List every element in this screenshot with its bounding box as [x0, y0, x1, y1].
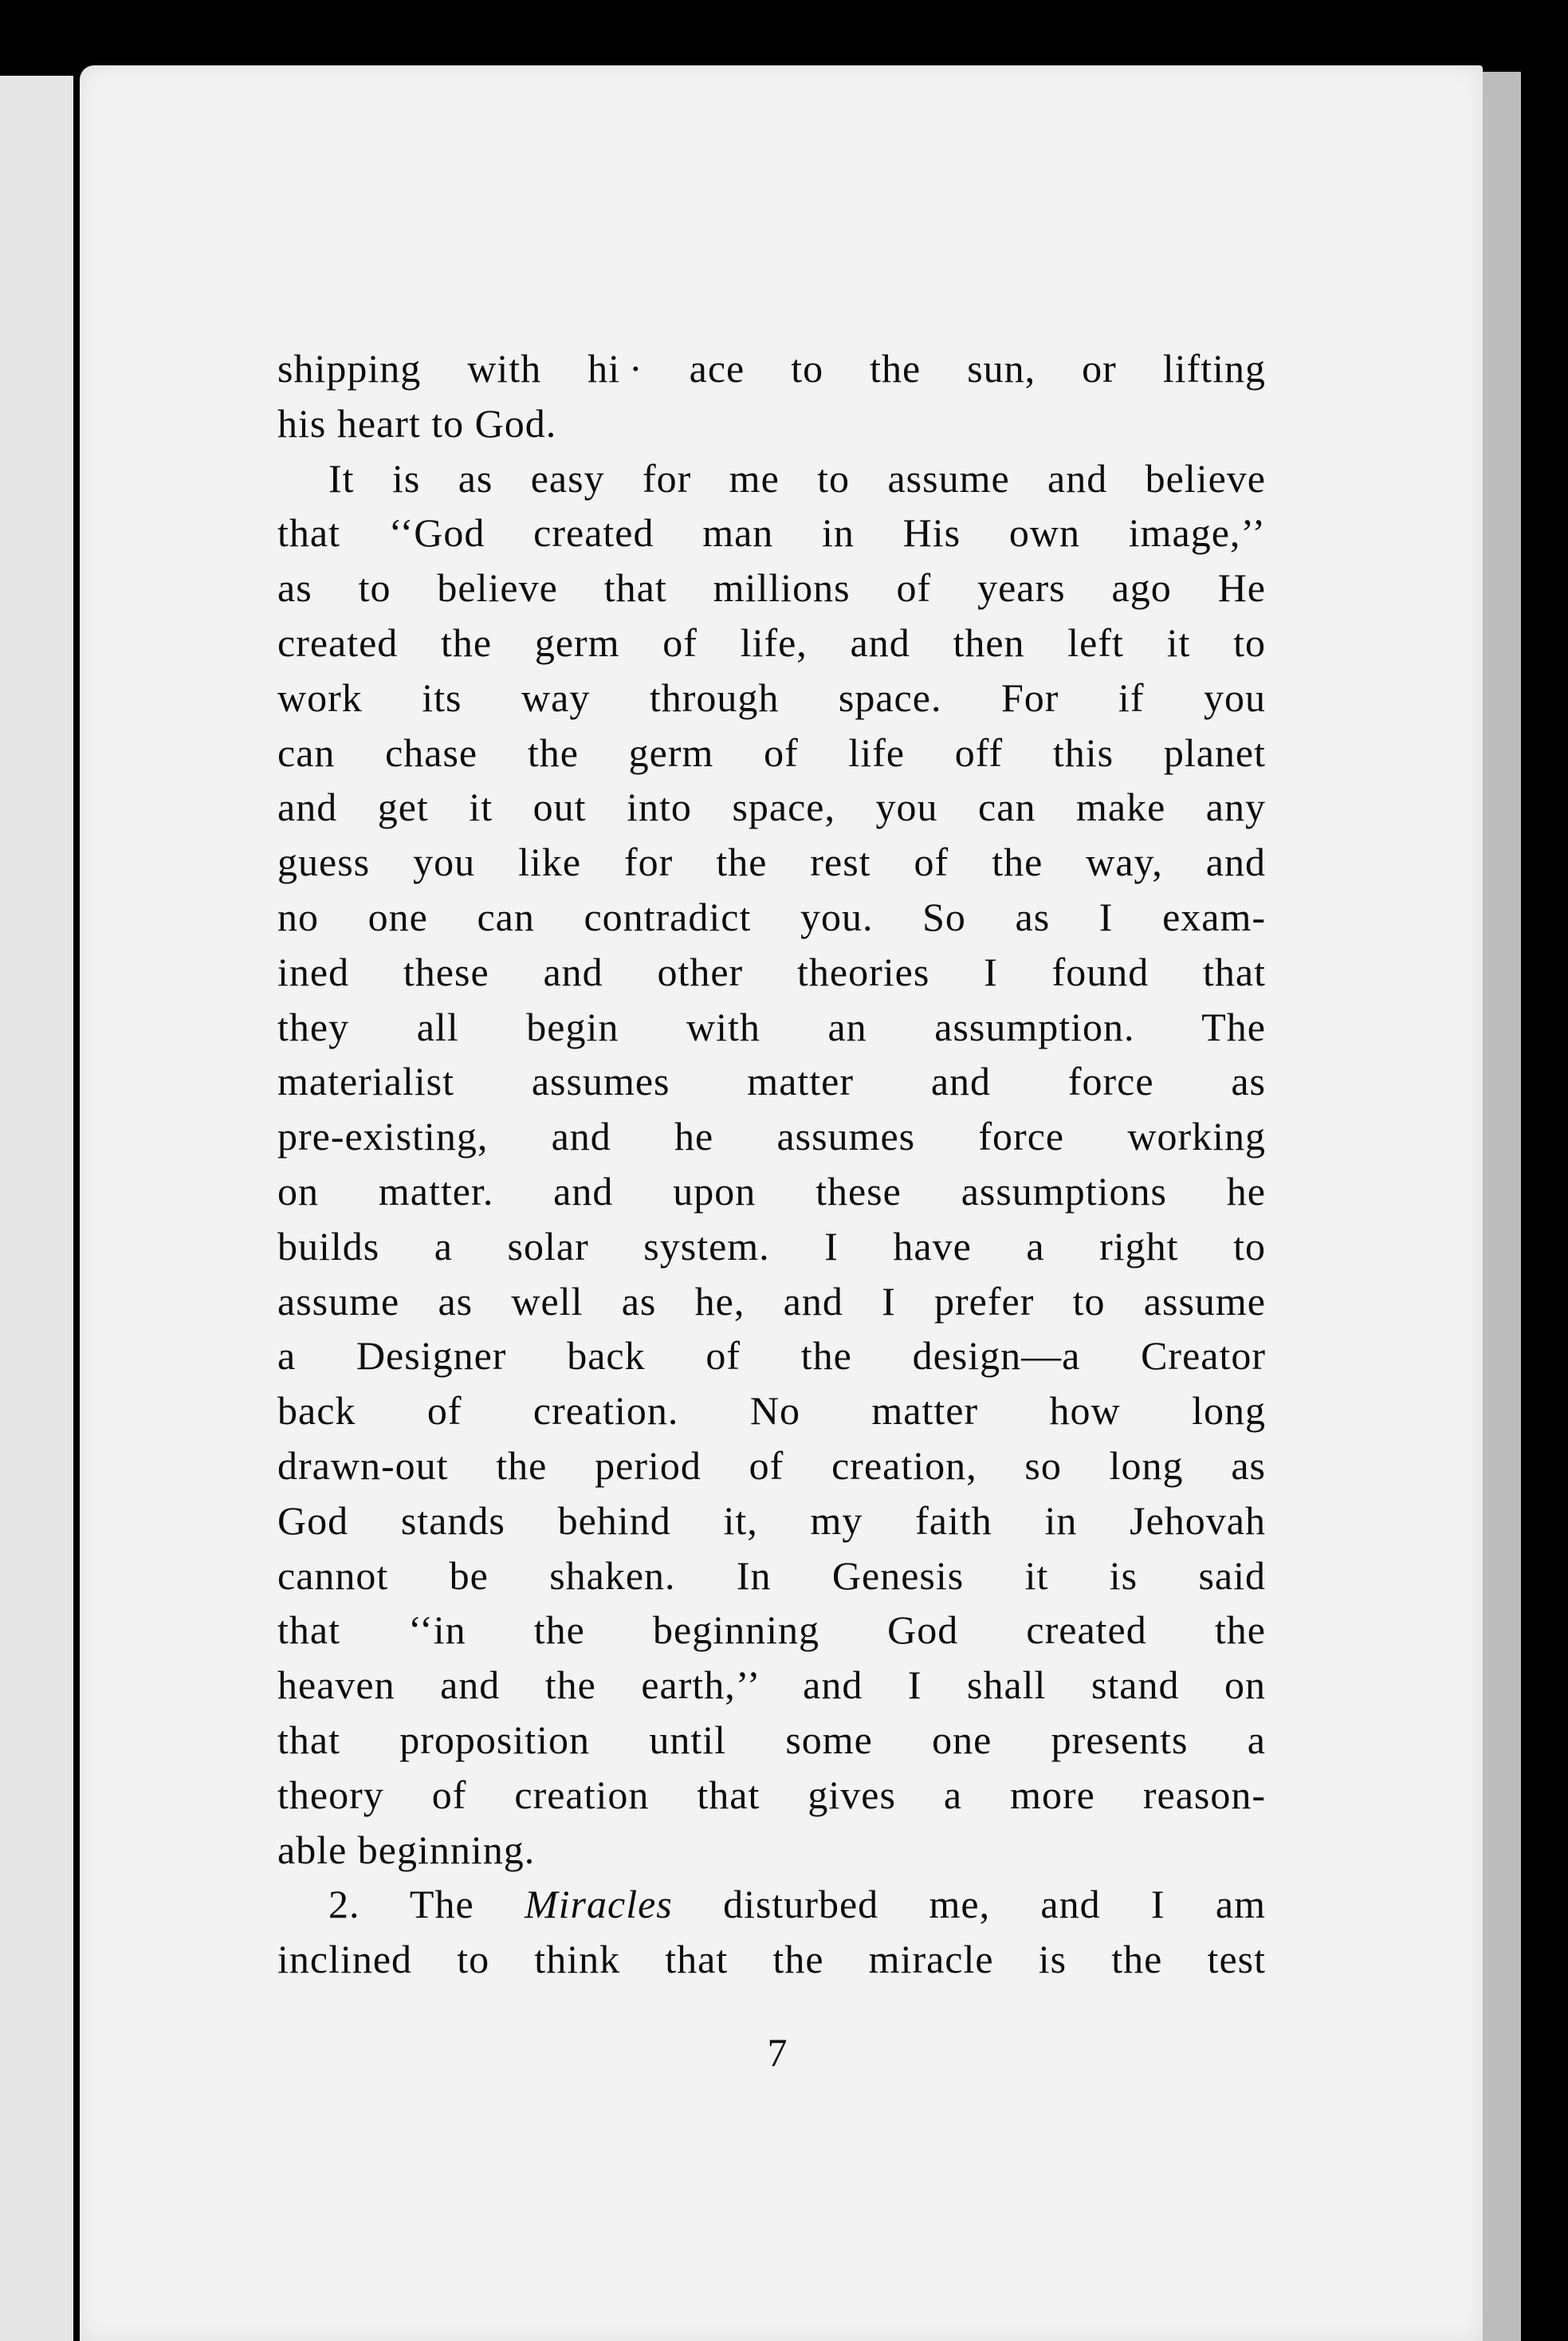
text-line: his heart to God.	[277, 400, 557, 446]
text-line: no one can contradict you. So as I exam-	[277, 894, 1266, 939]
text-line: back of creation. No matter how long	[277, 1388, 1266, 1434]
text-line: shipping with hi · ace to the sun, or lifting	[277, 346, 1266, 391]
text-line: pre-existing, and he assumes force working	[277, 1114, 1266, 1159]
text-line: they all begin with an assumption. The	[277, 1004, 1266, 1049]
text-line: inclined to think that the miracle is the test	[277, 1937, 1266, 1982]
text-line: on matter. and upon these assumptions he	[277, 1168, 1266, 1214]
paragraph-2-first-line	[277, 1877, 1266, 1932]
text-line: builds a solar system. I have a right to	[277, 1223, 1266, 1269]
text-line: theory of creation that gives a more reason-	[277, 1772, 1266, 1817]
text-line: heaven and the earth,’’ and I shall stand on	[277, 1662, 1266, 1708]
text-line: as to believe that millions of years ago He	[277, 565, 1266, 611]
text-line: that ‘‘in the beginning God created the	[277, 1607, 1266, 1653]
para2-prefix: 2. The	[328, 1882, 525, 1927]
text-line: can chase the germ of life off this planet	[277, 730, 1266, 775]
page-number: 7	[767, 2030, 788, 2075]
text-line: It is as easy for me to assume and believe	[328, 455, 1266, 501]
miracles-italic: Miracles	[525, 1882, 673, 1927]
text-line: that ‘‘God created man in His own image,’’	[277, 510, 1266, 556]
text-line: drawn-out the period of creation, so long as	[277, 1442, 1266, 1488]
text-line: guess you like for the rest of the way, and	[277, 840, 1266, 885]
text-line: ined these and other theories I found that	[277, 949, 1266, 994]
page-edge-shadow	[1483, 72, 1521, 2341]
text-line: assume as well as he, and I prefer to assume	[277, 1278, 1266, 1324]
text-line: a Designer back of the design—a Creator	[277, 1333, 1266, 1379]
text-line: that proposition until some one presents a	[277, 1717, 1266, 1762]
body-text	[277, 341, 1266, 1987]
text-line: materialist assumes matter and force as	[277, 1059, 1266, 1104]
text-line: able beginning.	[277, 1827, 536, 1872]
para2-suffix: disturbed me, and I am	[672, 1882, 1266, 1927]
text-line: work its way through space. For if you	[277, 675, 1266, 720]
facing-page-edge	[0, 76, 73, 2341]
text-line: created the germ of life, and then left it to	[277, 620, 1266, 665]
text-line: and get it out into space, you can make any	[277, 785, 1266, 830]
text-line: God stands behind it, my faith in Jehovah	[277, 1497, 1266, 1543]
text-line: cannot be shaken. In Genesis it is said	[277, 1552, 1266, 1598]
